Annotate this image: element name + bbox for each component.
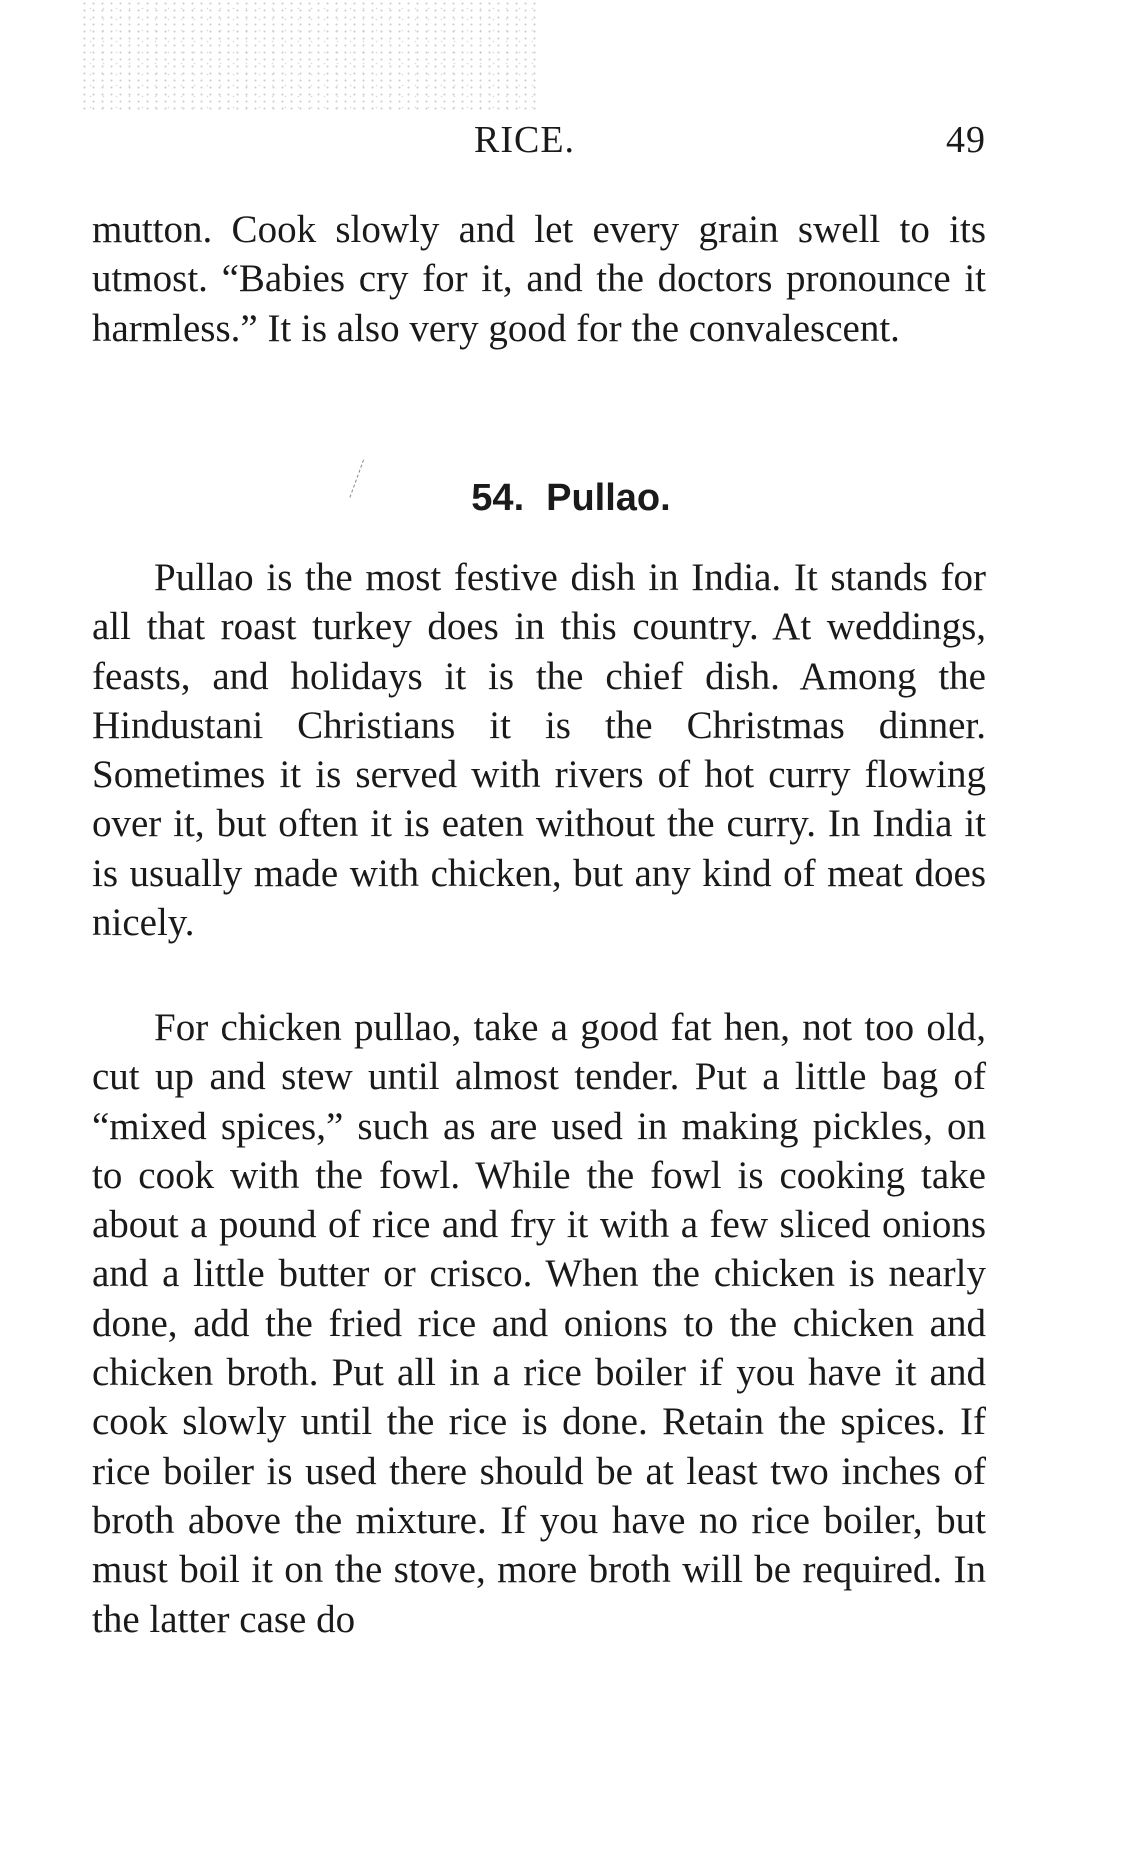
page-header xyxy=(92,118,986,168)
recipe-title: Pullao. xyxy=(546,477,671,519)
recipe-number: 54. xyxy=(471,477,525,519)
continuation-paragraph: mutton. Cook slowly and let every grain swell to its utmost. “Babies cry for it, and the doctors pronounce it harmless.” It is also very good for the convalescent. xyxy=(92,208,986,350)
method-paragraph: For chicken pullao, take a good fat hen, not too old, cut up and stew until almost tender. Put a little bag of “mixed spices,” such as are used in making pickles, on to cook with the fowl. While the fowl is cooking take about a pound of rice and fry it with a few sliced onions and a little butter or crisco. When the chicken is nearly done, add the fried rice and onions to the chicken and chicken broth. Put all in a rice boiler if you have it and cook slowly until the rice is done. Retain the spices. If rice boiler is used there should be at least two inches of broth above the mixture. If you have no rice boiler, but must boil it on the stove, more broth will be required. In the latter case do xyxy=(92,1006,986,1641)
page-number: 49 xyxy=(946,119,986,161)
recipe-heading xyxy=(0,477,1142,520)
intro-paragraph: Pullao is the most festive dish in India. It stands for all that roast turkey does in this country. At weddings, feasts, and holidays it is the chief dish. Among the Hindustani Christians it is the Christmas dinner. Sometimes it is served with rivers of hot curry flowing over it, but often it is eaten without the curry. In India it is usually made with chicken, but any kind of meat does nicely. xyxy=(92,556,986,945)
running-title: RICE. xyxy=(474,119,576,161)
scan-speckle xyxy=(80,0,540,110)
